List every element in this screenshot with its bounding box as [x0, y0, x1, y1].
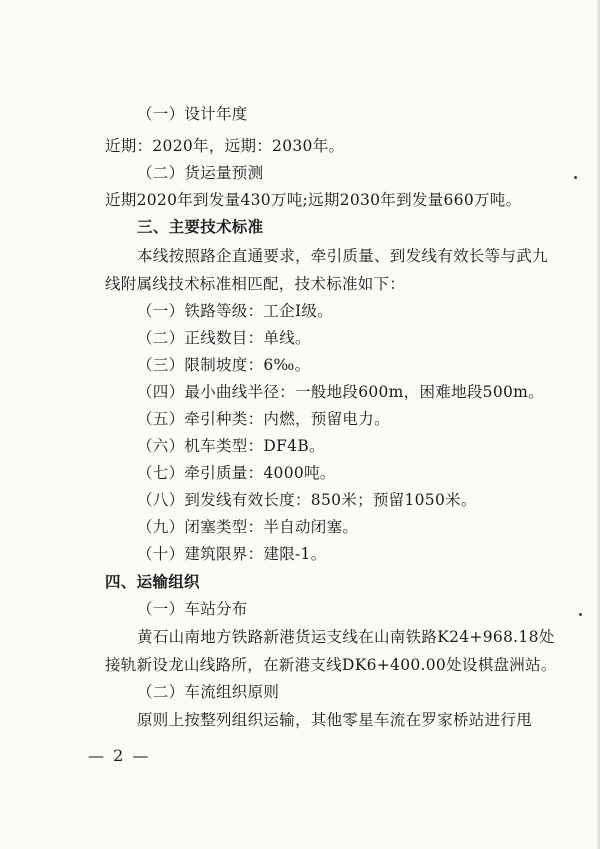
- page-number: — 2 —: [88, 746, 151, 765]
- scan-speck: [574, 176, 577, 179]
- tech-standard-intro-line2: 线附属线技术标准相匹配，技术标准如下：: [105, 275, 406, 293]
- standard-item-1: （一）铁路等级：工企Ⅰ级。: [137, 302, 334, 320]
- section-design-year-heading: （一）设计年度: [137, 105, 248, 123]
- section-transport-heading: 四、运输组织: [105, 572, 200, 591]
- standard-item-8: （八）到发线有效长度：850米；预留1050米。: [137, 491, 477, 509]
- standard-item-4: （四）最小曲线半径：一般地段600m，困难地段500m。: [137, 383, 544, 401]
- standard-item-9: （九）闭塞类型：半自动闭塞。: [137, 518, 359, 536]
- scan-speck: [579, 613, 582, 616]
- section-station-heading: （一）车站分布: [137, 600, 248, 618]
- standard-item-3: （三）限制坡度：6‰。: [137, 356, 311, 374]
- standard-item-5: （五）牵引种类：内燃，预留电力。: [137, 410, 390, 428]
- section-tech-standard-heading: 三、主要技术标准: [137, 217, 264, 236]
- standard-item-10: （十）建筑限界：建限-1。: [137, 545, 327, 563]
- standard-item-7: （七）牵引质量：4000吨。: [137, 464, 336, 482]
- section-traffic-principle-heading: （二）车流组织原则: [137, 683, 280, 701]
- station-text-line1: 黄石山南地方铁路新港货运支线在山南铁路K24+968.18处: [137, 628, 555, 646]
- scan-edge-shadow: [596, 0, 600, 849]
- freight-forecast-text: 近期2020年到发量430万吨;远期2030年到发量660万吨。: [105, 191, 522, 209]
- standard-item-6: （六）机车类型：DF4B。: [137, 437, 325, 455]
- tech-standard-intro-line1: 本线按照路企直通要求，牵引质量、到发线有效长等与武九: [137, 247, 548, 265]
- design-year-text: 近期：2020年，远期：2030年。: [105, 137, 345, 155]
- standard-item-2: （二）正线数目：单线。: [137, 329, 311, 347]
- station-text-line2: 接轨新设龙山线路所，在新港支线DK6+400.00处设棋盘洲站。: [105, 656, 557, 674]
- section-freight-forecast-heading: （二）货运量预测: [137, 164, 264, 182]
- traffic-principle-text: 原则上按整列组织运输，其他零星车流在罗家桥站进行甩: [137, 711, 533, 729]
